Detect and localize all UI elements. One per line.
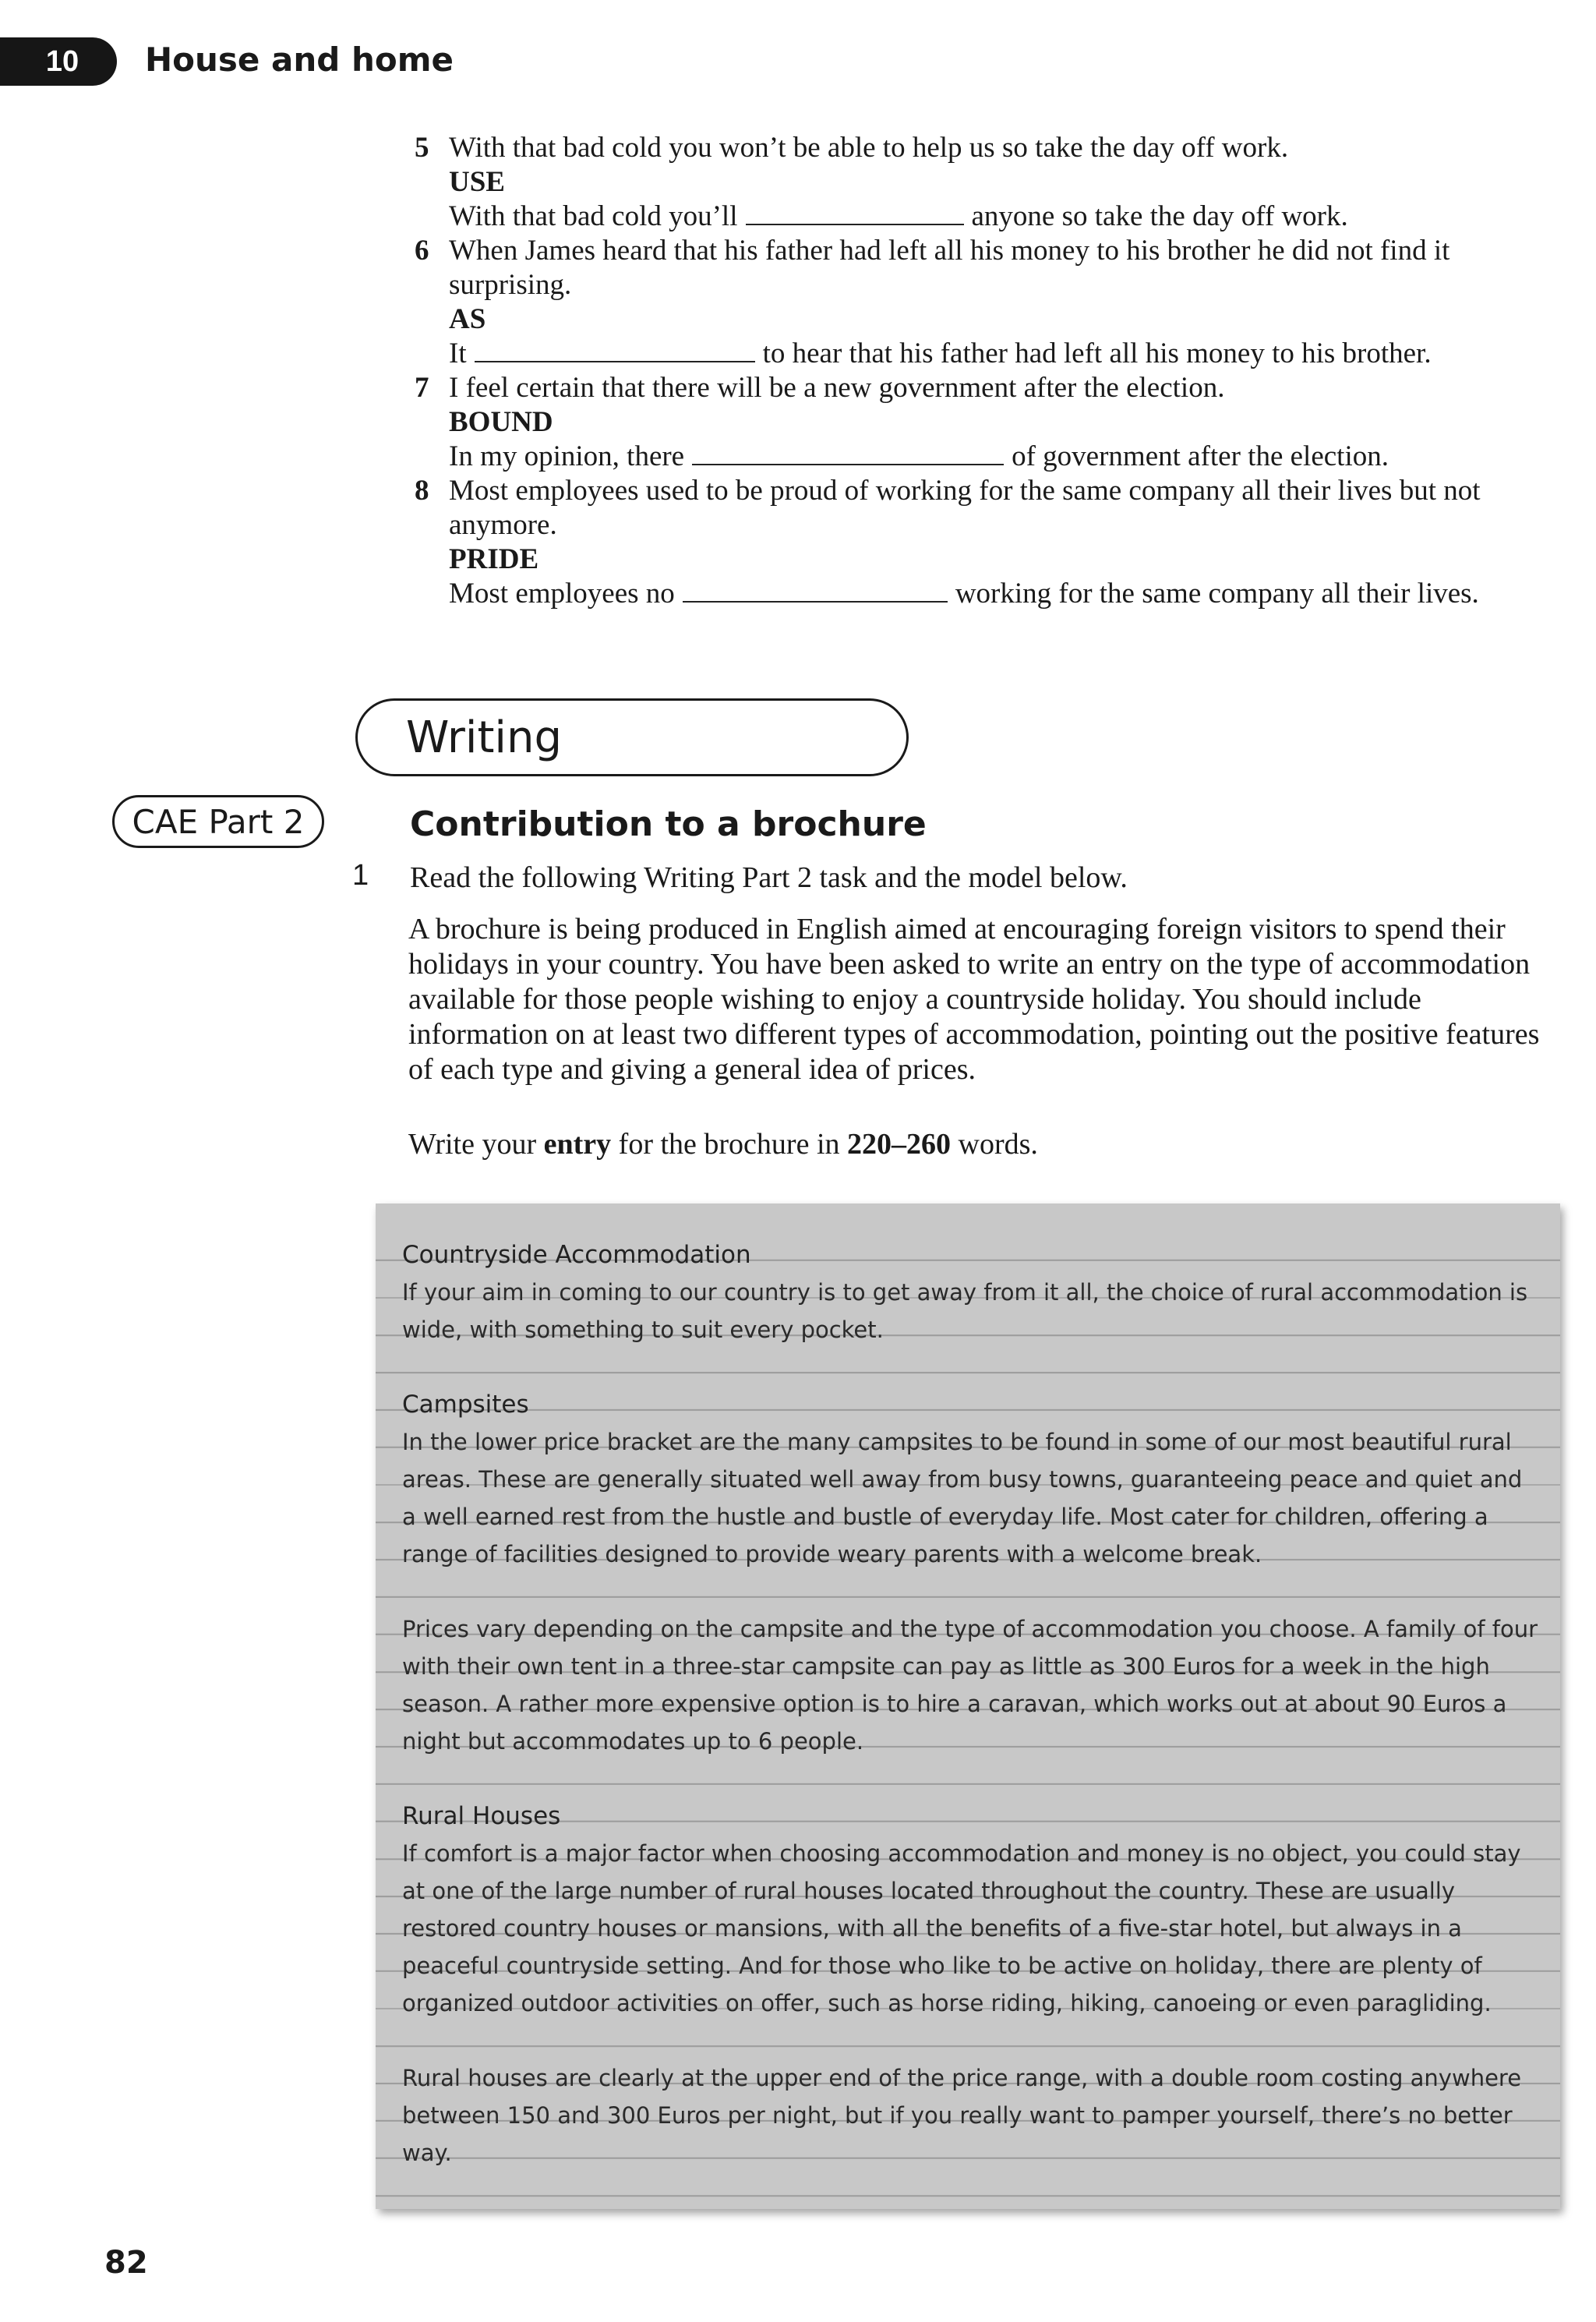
answer-gap [692,444,1004,465]
original-sentence: When James heard that his father had left all his money to his brother he did not find it surprising. [449,235,1450,301]
gap-after: to hear that his father had left all his money to his brother. [762,338,1432,369]
transformation-item [405,371,1566,474]
model-title: Countryside Accommodation [402,1241,751,1269]
original-sentence: With that bad cold you won’t be able to help us so take the day off work. [449,132,1289,164]
original-sentence: I feel certain that there will be a new government after the election. [449,372,1225,404]
campsites-heading: Campsites [402,1391,529,1419]
model-intro: If your aim in coming to our country is to get away from it all, the choice of rural accommodation is wide, with something to suit every pocket. [402,1279,1528,1343]
rural-houses-paragraph-1: If comfort is a major factor when choosing accommodation and money is no object, you could stay at one of the large number of rural houses located throughout the country. These are usually restored country houses or mansions, with all the benefits of a five-star hotel, but always in a peaceful countryside setting. And for those who like to be active on holiday, there are plenty of organized outdoor activities on offer, such as horse riding, hiking, canoeing or even paragliding. [402,1840,1521,2016]
item-number: 8 [415,475,429,507]
instr-mid: for the brochure in [618,1128,840,1161]
keyword: USE [449,166,505,198]
gapped-sentence [449,200,1566,234]
unit-title: House and home [145,41,454,79]
keyword: PRIDE [449,543,539,575]
instr-word-range: 220–260 [847,1128,952,1161]
campsites-paragraph-2: Prices vary depending on the campsite and the type of accommodation you choose. A family of four with their own tent in a three-star campsite can pay as little as 300 Euros for a week in the high season. A rather more expensive option is to hire a caravan, which works out at about 90 Euros a night but accommodates up to 6 people. [402,1616,1538,1755]
gap-before: With that bad cold you’ll [449,200,738,232]
gap-before: Most employees no [449,578,675,610]
gap-before: In my opinion, there [449,440,685,472]
instr-entry: entry [543,1128,612,1161]
item-number: 7 [415,372,429,404]
exam-part-badge [112,795,324,848]
gap-after: anyone so take the day off work. [971,200,1348,232]
answer-gap [746,203,964,225]
gap-after: of government after the election. [1012,440,1389,472]
answer-gap [475,341,755,362]
gapped-sentence [449,337,1566,371]
page-number: 82 [104,2245,148,2281]
writing-heading-label: Writing [406,712,562,763]
transformation-item [405,131,1566,234]
model-answer-text [402,1236,1540,2172]
exercise-number: 1 [352,859,369,892]
unit-number: 10 [45,44,79,78]
rural-houses-heading: Rural Houses [402,1802,561,1830]
exam-part-label: CAE Part 2 [132,802,305,841]
instr-pre: Write your [408,1128,537,1161]
campsites-paragraph-1: In the lower price bracket are the many campsites to be found in some of our most beautiful rural areas. These are generally situated well away from busy towns, guaranteeing peace and quiet and a well earned rest from the hustle and bustle of everyday life. Most cater for children, offering a range of facilities designed to provide weary parents with a welcome break. [402,1429,1523,1567]
key-word-transformations [405,131,1566,611]
keyword: AS [449,303,486,335]
gap-after: working for the same company all their lives. [955,578,1479,610]
transformation-item [405,474,1566,611]
gapped-sentence [449,440,1566,474]
unit-number-badge [0,37,117,86]
instr-post: words. [958,1128,1038,1161]
answer-gap [683,581,948,603]
transformation-item [405,234,1566,371]
rural-houses-paragraph-2: Rural houses are clearly at the upper end of the price range, with a double room costing anywhere between 150 and 300 Euros per night, but if you really want to pamper yourself, there’s no better way. [402,2065,1522,2166]
exercise-instruction: Read the following Writing Part 2 task and the model below. [410,861,1128,894]
gapped-sentence [449,577,1566,611]
item-number: 5 [415,132,429,164]
writing-section-heading [355,698,909,776]
keyword: BOUND [449,406,553,438]
task-title: Contribution to a brochure [410,804,927,844]
original-sentence: Most employees used to be proud of working for the same company all their lives but not anymore. [449,475,1481,541]
model-answer-card [376,1203,1560,2209]
word-count-instruction [408,1127,1038,1161]
item-number: 6 [415,235,429,267]
task-text: A brochure is being produced in English aimed at encouraging foreign visitors to spend their holidays in your country. You have been asked to write an entry on the type of accommodation available for those people wishing to enjoy a countryside holiday. You should include information on at least two different types of accommodation, pointing out the positive features of each type and giving a general idea of prices. [408,913,1540,1086]
gap-before: It [449,338,467,369]
